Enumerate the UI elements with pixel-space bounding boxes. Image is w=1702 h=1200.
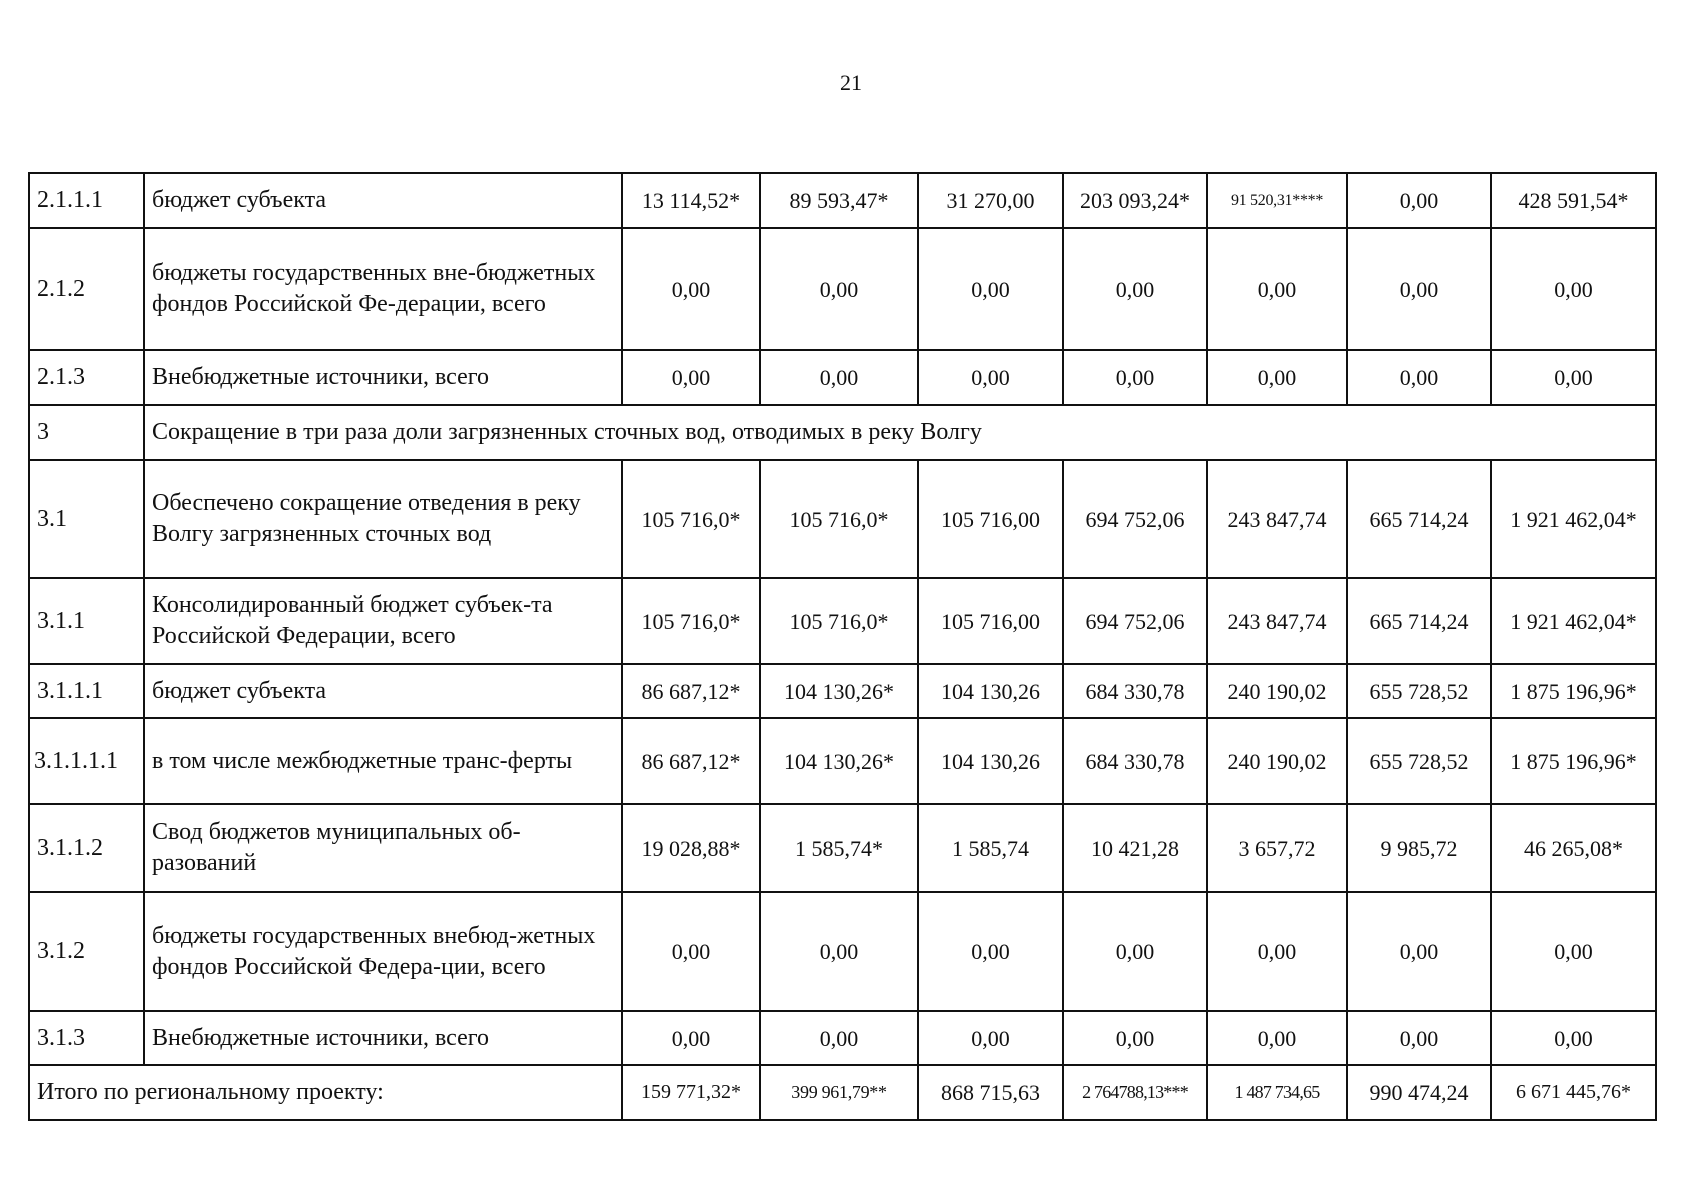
- row-name: в том числе межбюджетные транс-ферты: [144, 718, 622, 804]
- value-cell: 0,00: [1063, 892, 1207, 1011]
- value-cell: 13 114,52*: [622, 173, 760, 228]
- value-cell: 684 330,78: [1063, 664, 1207, 718]
- row-name: бюджеты государственных вне-бюджетных фондов Российской Фе-дерации, всего: [144, 228, 622, 350]
- value-cell: 105 716,00: [918, 578, 1063, 664]
- value-cell: 1 921 462,04*: [1491, 578, 1656, 664]
- total-value-cell: 399 961,79**: [760, 1065, 918, 1120]
- section-title: Сокращение в три раза доли загрязненных сточных вод, отводимых в реку Волгу: [144, 405, 1656, 460]
- value-cell: 1 585,74: [918, 804, 1063, 892]
- page-number: 21: [840, 70, 862, 95]
- row-code: 2.1.2: [29, 228, 144, 350]
- value-cell: 0,00: [1347, 350, 1491, 405]
- table-row: [29, 460, 1656, 578]
- value-cell: 105 716,0*: [760, 460, 918, 578]
- value-cell: 0,00: [1347, 1011, 1491, 1065]
- value-cell: 665 714,24: [1347, 460, 1491, 578]
- value-cell: 105 716,0*: [622, 460, 760, 578]
- value-cell: 0,00: [622, 1011, 760, 1065]
- row-code: 3.1.3: [29, 1011, 144, 1065]
- value-cell: 694 752,06: [1063, 578, 1207, 664]
- value-cell: 105 716,0*: [760, 578, 918, 664]
- row-code: 2.1.3: [29, 350, 144, 405]
- row-name: Консолидированный бюджет субъек-та Российской Федерации, всего: [144, 578, 622, 664]
- row-code: 3.1.1.1.1: [29, 718, 144, 804]
- value-cell: 694 752,06: [1063, 460, 1207, 578]
- value-cell: 1 585,74*: [760, 804, 918, 892]
- value-cell: 0,00: [622, 892, 760, 1011]
- value-cell: 0,00: [760, 892, 918, 1011]
- value-cell: 0,00: [1207, 892, 1347, 1011]
- budget-table: [28, 172, 1657, 1121]
- total-value-cell: 159 771,32*: [622, 1065, 760, 1120]
- row-name: Обеспечено сокращение отведения в реку Волгу загрязненных сточных вод: [144, 460, 622, 578]
- row-name: бюджет субъекта: [144, 664, 622, 718]
- row-code: 2.1.1.1: [29, 173, 144, 228]
- value-cell: 86 687,12*: [622, 718, 760, 804]
- value-cell: 0,00: [1491, 228, 1656, 350]
- value-cell: 0,00: [622, 228, 760, 350]
- total-value-cell: 1 487 734,65: [1207, 1065, 1347, 1120]
- value-cell: 46 265,08*: [1491, 804, 1656, 892]
- value-cell: 0,00: [1063, 1011, 1207, 1065]
- value-cell: 86 687,12*: [622, 664, 760, 718]
- value-cell: 0,00: [1207, 350, 1347, 405]
- section-row: [29, 405, 1656, 460]
- value-cell: 655 728,52: [1347, 664, 1491, 718]
- total-label: Итого по региональному проекту:: [29, 1065, 622, 1120]
- value-cell: 0,00: [1207, 1011, 1347, 1065]
- value-cell: 0,00: [918, 892, 1063, 1011]
- value-cell: 203 093,24*: [1063, 173, 1207, 228]
- table-row: [29, 228, 1656, 350]
- value-cell: 104 130,26*: [760, 664, 918, 718]
- table-row: [29, 578, 1656, 664]
- value-cell: 0,00: [760, 350, 918, 405]
- value-cell: 0,00: [1347, 228, 1491, 350]
- value-cell: 0,00: [1347, 892, 1491, 1011]
- value-cell: 3 657,72: [1207, 804, 1347, 892]
- total-value-cell: 868 715,63: [918, 1065, 1063, 1120]
- value-cell: 0,00: [622, 350, 760, 405]
- row-name: Внебюджетные источники, всего: [144, 1011, 622, 1065]
- table-row: [29, 664, 1656, 718]
- total-value-cell: 990 474,24: [1347, 1065, 1491, 1120]
- section-code: 3: [29, 405, 144, 460]
- value-cell: 104 130,26*: [760, 718, 918, 804]
- value-cell: 243 847,74: [1207, 460, 1347, 578]
- value-cell: 31 270,00: [918, 173, 1063, 228]
- value-cell: 19 028,88*: [622, 804, 760, 892]
- row-code: 3.1.2: [29, 892, 144, 1011]
- row-code: 3.1.1: [29, 578, 144, 664]
- value-cell: 1 875 196,96*: [1491, 664, 1656, 718]
- row-code: 3.1.1.2: [29, 804, 144, 892]
- value-cell: 10 421,28: [1063, 804, 1207, 892]
- value-cell: 9 985,72: [1347, 804, 1491, 892]
- table-row: [29, 892, 1656, 1011]
- value-cell: 91 520,31****: [1207, 173, 1347, 228]
- value-cell: 665 714,24: [1347, 578, 1491, 664]
- row-name: бюджеты государственных внебюд-жетных фондов Российской Федера-ции, всего: [144, 892, 622, 1011]
- value-cell: 0,00: [1063, 228, 1207, 350]
- total-value-cell: 6 671 445,76*: [1491, 1065, 1656, 1120]
- value-cell: 0,00: [1491, 350, 1656, 405]
- value-cell: 0,00: [918, 228, 1063, 350]
- value-cell: 104 130,26: [918, 664, 1063, 718]
- table-row: [29, 350, 1656, 405]
- value-cell: 105 716,00: [918, 460, 1063, 578]
- value-cell: 0,00: [1207, 228, 1347, 350]
- value-cell: 0,00: [1063, 350, 1207, 405]
- row-code: 3.1: [29, 460, 144, 578]
- value-cell: 240 190,02: [1207, 718, 1347, 804]
- row-name: бюджет субъекта: [144, 173, 622, 228]
- value-cell: 1 875 196,96*: [1491, 718, 1656, 804]
- row-name: Свод бюджетов муниципальных об-разований: [144, 804, 622, 892]
- value-cell: 0,00: [918, 350, 1063, 405]
- value-cell: 240 190,02: [1207, 664, 1347, 718]
- value-cell: 428 591,54*: [1491, 173, 1656, 228]
- total-value-cell: 2 764788,13***: [1063, 1065, 1207, 1120]
- total-row: [29, 1065, 1656, 1120]
- value-cell: 243 847,74: [1207, 578, 1347, 664]
- value-cell: 684 330,78: [1063, 718, 1207, 804]
- value-cell: 0,00: [1491, 892, 1656, 1011]
- row-name: Внебюджетные источники, всего: [144, 350, 622, 405]
- value-cell: 0,00: [1491, 1011, 1656, 1065]
- value-cell: 105 716,0*: [622, 578, 760, 664]
- value-cell: 0,00: [918, 1011, 1063, 1065]
- table-row: [29, 804, 1656, 892]
- table-row: [29, 1011, 1656, 1065]
- row-code: 3.1.1.1: [29, 664, 144, 718]
- table-row: [29, 718, 1656, 804]
- value-cell: 0,00: [760, 1011, 918, 1065]
- value-cell: 0,00: [1347, 173, 1491, 228]
- value-cell: 89 593,47*: [760, 173, 918, 228]
- table-row: [29, 173, 1656, 228]
- value-cell: 655 728,52: [1347, 718, 1491, 804]
- value-cell: 0,00: [760, 228, 918, 350]
- value-cell: 1 921 462,04*: [1491, 460, 1656, 578]
- value-cell: 104 130,26: [918, 718, 1063, 804]
